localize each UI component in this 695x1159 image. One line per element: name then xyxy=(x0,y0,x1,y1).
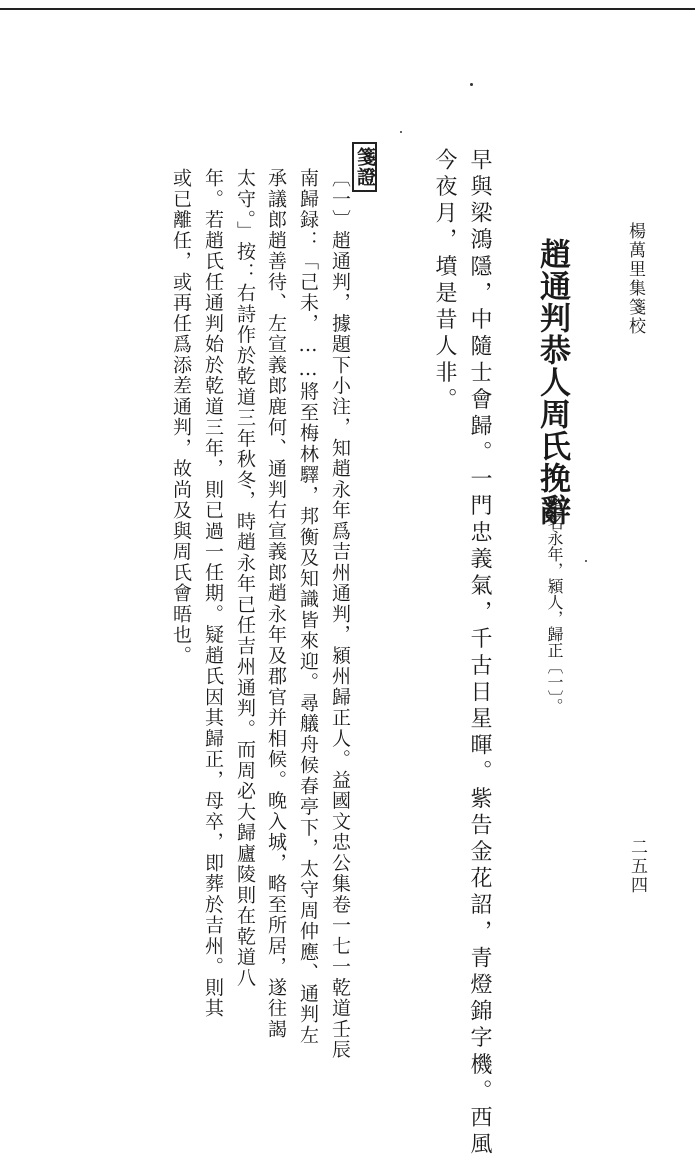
running-head-book-title: 楊萬里集箋校 xyxy=(625,222,645,336)
commentary-line: 或已離任，或再任爲添差通判，故尚及與周氏會晤也。 xyxy=(170,168,192,666)
scan-speck xyxy=(585,560,587,562)
poem-line: 早與梁鴻隱，中隨士會歸。一門忠義氣，千古日星暉。紫告金花詔，青燈錦字機。西風 xyxy=(467,148,492,1159)
poem-title: 趙通判恭人周氏挽辭 xyxy=(534,238,570,526)
scan-speck xyxy=(470,83,473,86)
poem-title-note: 趙名永年，潁人，歸正〔一〕。 xyxy=(545,498,564,714)
commentary-line: 太守。」按：右詩作於乾道三年秋冬，時趙永年已任吉州通判。而周必大歸廬陵則在乾道八 xyxy=(234,168,256,989)
poem-line: 今夜月，墳是昔人非。 xyxy=(432,148,457,414)
commentary-line: 〔一〕趙通判，據題下小注，知趙永年爲吉州通判，潁州歸正人。益國文忠公集卷一七一乾道壬辰 xyxy=(329,168,351,1061)
scan-speck xyxy=(400,131,402,133)
commentary-line: 承議郎趙善待、左宣義郎鹿何、通判右宣義郎趙永年及郡官并相候。晚入城，略至所居，遂往謁 xyxy=(265,168,287,1040)
top-rule xyxy=(0,8,695,10)
commentary-line: 南歸録：「己未，……將至梅林驛，邦衡及知識皆來迎。尋艤舟候春亭下，太守周仲應、通判左 xyxy=(297,168,319,1046)
commentary-line: 年。若趙氏任通判始於乾道三年，則已過一任期。疑趙氏因其歸正，母卒，即葬於吉州。則其 xyxy=(202,168,224,1019)
commentary-section-label: 箋證 xyxy=(352,142,377,192)
page-number: 二五四 xyxy=(627,838,647,895)
